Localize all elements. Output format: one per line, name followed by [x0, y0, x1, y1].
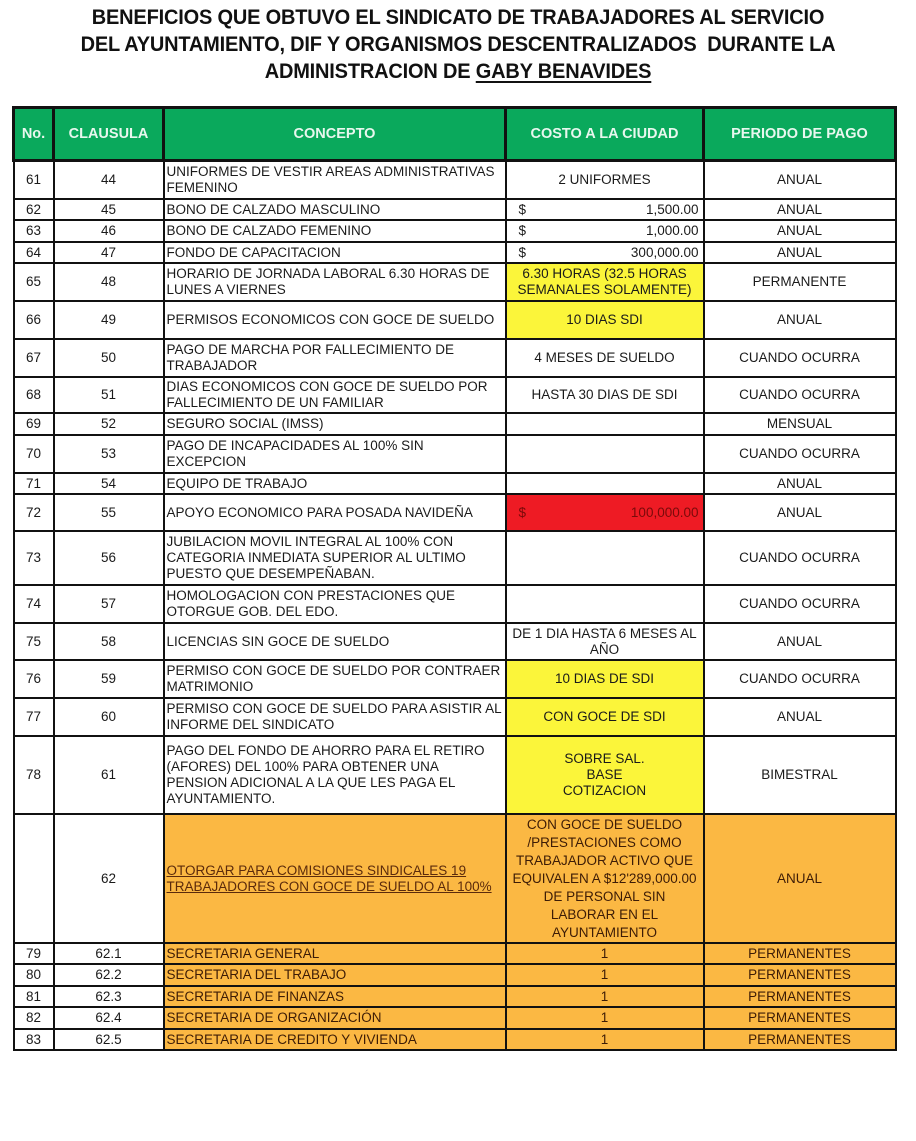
cell-no: 73: [14, 531, 54, 585]
table-row: [14, 494, 896, 531]
cell-costo: SOBRE SAL. BASE COTIZACION: [506, 736, 704, 814]
cell-costo: CON GOCE DE SUELDO /PRESTACIONES COMO TRABAJADOR ACTIVO QUE EQUIVALEN A $12'289,000.00 DE PERSONAL SIN LABORAR EN EL AYUNTAMIENTO: [506, 814, 704, 943]
cell-periodo: PERMANENTES: [704, 1029, 896, 1050]
cell-costo: 2 UNIFORMES: [506, 161, 704, 200]
cell-clausula: 53: [54, 435, 164, 473]
cell-concepto: PERMISOS ECONOMICOS CON GOCE DE SUELDO: [164, 301, 506, 339]
cell-clausula: 55: [54, 494, 164, 531]
benefits-table: [12, 106, 897, 1051]
table-row: [14, 161, 896, 200]
amount: 100,000.00: [630, 504, 699, 520]
cell-costo: 1: [506, 964, 704, 986]
table-row: [14, 301, 896, 339]
table-row: [14, 377, 896, 413]
cell-periodo: PERMANENTES: [704, 943, 896, 964]
cell-costo: 4 MESES DE SUELDO: [506, 339, 704, 377]
cell-no: 78: [14, 736, 54, 814]
cell-concepto: PERMISO CON GOCE DE SUELDO POR CONTRAER MATRIMONIO: [164, 660, 506, 698]
amount: 1,500.00: [645, 201, 699, 217]
cell-costo: [506, 435, 704, 473]
title-line-2: DEL AYUNTAMIENTO, DIF Y ORGANISMOS DESCENTRALIZADOS DURANTE LA: [80, 32, 836, 56]
cell-concepto: LICENCIAS SIN GOCE DE SUELDO: [164, 623, 506, 660]
cell-clausula: 52: [54, 413, 164, 435]
cell-concepto: FONDO DE CAPACITACION: [164, 242, 506, 263]
cell-clausula: 48: [54, 263, 164, 301]
table-row: [14, 964, 896, 986]
header-costo: COSTO A LA CIUDAD: [506, 108, 704, 161]
cell-no: 69: [14, 413, 54, 435]
table-row: [14, 736, 896, 814]
cell-no: 63: [14, 220, 54, 242]
cell-costo: HASTA 30 DIAS DE SDI: [506, 377, 704, 413]
cell-no: 67: [14, 339, 54, 377]
cell-no: 62: [14, 199, 54, 220]
cell-periodo: ANUAL: [704, 623, 896, 660]
cell-costo: 6.30 HORAS (32.5 HORAS SEMANALES SOLAMENTE): [506, 263, 704, 301]
cell-periodo: CUANDO OCURRA: [704, 660, 896, 698]
cell-no: 81: [14, 986, 54, 1007]
cell-clausula: 50: [54, 339, 164, 377]
cell-clausula: 58: [54, 623, 164, 660]
cell-costo: [506, 494, 704, 531]
cell-clausula: 62.3: [54, 986, 164, 1007]
cell-concepto: PAGO DE INCAPACIDADES AL 100% SIN EXCEPCION: [164, 435, 506, 473]
cell-concepto: PAGO DEL FONDO DE AHORRO PARA EL RETIRO (AFORES) DEL 100% PARA OBTENER UNA PENSION ADICIONAL A LA QUE LES PAGA EL AYUNTAMIENTO.: [164, 736, 506, 814]
table-header-row: [14, 108, 896, 161]
administration-name: GABY BENAVIDES: [475, 59, 652, 83]
cell-costo: [506, 585, 704, 623]
cell-no: 72: [14, 494, 54, 531]
cell-no: 68: [14, 377, 54, 413]
table-row: [14, 220, 896, 242]
cell-no: 61: [14, 161, 54, 200]
cell-clausula: 62.1: [54, 943, 164, 964]
cell-periodo: MENSUAL: [704, 413, 896, 435]
cell-periodo: ANUAL: [704, 494, 896, 531]
cell-concepto: SECRETARIA DE FINANZAS: [164, 986, 506, 1007]
cell-periodo: ANUAL: [704, 473, 896, 494]
cell-no: [14, 814, 54, 943]
cell-costo: 10 DIAS SDI: [506, 301, 704, 339]
cell-periodo: ANUAL: [704, 698, 896, 736]
cell-periodo: BIMESTRAL: [704, 736, 896, 814]
cell-concepto: OTORGAR PARA COMISIONES SINDICALES 19 TRABAJADORES CON GOCE DE SUELDO AL 100%: [164, 814, 506, 943]
table-row: [14, 623, 896, 660]
cell-periodo: CUANDO OCURRA: [704, 339, 896, 377]
title-line-1: BENEFICIOS QUE OBTUVO EL SINDICATO DE TRABAJADORES AL SERVICIO: [91, 5, 825, 29]
cell-no: 71: [14, 473, 54, 494]
header-clausula: CLAUSULA: [54, 108, 164, 161]
cell-clausula: 54: [54, 473, 164, 494]
cell-no: 64: [14, 242, 54, 263]
cell-clausula: 46: [54, 220, 164, 242]
table-row: [14, 698, 896, 736]
cell-costo: [506, 220, 704, 242]
cell-concepto: PERMISO CON GOCE DE SUELDO PARA ASISTIR AL INFORME DEL SINDICATO: [164, 698, 506, 736]
cell-concepto: DIAS ECONOMICOS CON GOCE DE SUELDO POR FALLECIMIENTO DE UN FAMILIAR: [164, 377, 506, 413]
table-row: [14, 814, 896, 943]
cell-periodo: PERMANENTES: [704, 964, 896, 986]
cell-concepto: SECRETARIA DE CREDITO Y VIVIENDA: [164, 1029, 506, 1050]
cell-concepto: SEGURO SOCIAL (IMSS): [164, 413, 506, 435]
cell-costo: 1: [506, 986, 704, 1007]
cell-periodo: ANUAL: [704, 301, 896, 339]
cell-concepto: UNIFORMES DE VESTIR AREAS ADMINISTRATIVAS FEMENINO: [164, 161, 506, 200]
header-concepto: CONCEPTO: [164, 108, 506, 161]
cell-periodo: PERMANENTES: [704, 1007, 896, 1029]
cell-periodo: CUANDO OCURRA: [704, 531, 896, 585]
cell-periodo: ANUAL: [704, 199, 896, 220]
currency-symbol: $: [518, 244, 527, 260]
cell-periodo: ANUAL: [704, 161, 896, 200]
cell-costo: 10 DIAS DE SDI: [506, 660, 704, 698]
cell-concepto: JUBILACION MOVIL INTEGRAL AL 100% CON CATEGORIA INMEDIATA SUPERIOR AL ULTIMO PUESTO QUE DESEMPEÑABAN.: [164, 531, 506, 585]
cell-no: 74: [14, 585, 54, 623]
header-periodo: PERIODO DE PAGO: [704, 108, 896, 161]
table-row: [14, 413, 896, 435]
cell-periodo: PERMANENTES: [704, 986, 896, 1007]
currency-symbol: $: [518, 201, 527, 217]
cell-clausula: 56: [54, 531, 164, 585]
cell-no: 79: [14, 943, 54, 964]
table-row: [14, 660, 896, 698]
title-line-3-prefix: ADMINISTRACION DE: [264, 59, 476, 83]
cell-no: 66: [14, 301, 54, 339]
cell-costo: [506, 413, 704, 435]
table-row: [14, 473, 896, 494]
cell-no: 76: [14, 660, 54, 698]
cell-periodo: CUANDO OCURRA: [704, 585, 896, 623]
header-no: No.: [14, 108, 54, 161]
cell-costo: DE 1 DIA HASTA 6 MESES AL AÑO: [506, 623, 704, 660]
cell-periodo: ANUAL: [704, 242, 896, 263]
cell-costo: 1: [506, 1029, 704, 1050]
cell-no: 82: [14, 1007, 54, 1029]
table-row: [14, 263, 896, 301]
cell-costo: [506, 473, 704, 494]
cell-costo: CON GOCE DE SDI: [506, 698, 704, 736]
cell-concepto: EQUIPO DE TRABAJO: [164, 473, 506, 494]
table-row: [14, 339, 896, 377]
cell-costo: 1: [506, 1007, 704, 1029]
table-row: [14, 531, 896, 585]
cell-concepto: BONO DE CALZADO MASCULINO: [164, 199, 506, 220]
cell-costo: [506, 242, 704, 263]
cell-no: 70: [14, 435, 54, 473]
cell-clausula: 45: [54, 199, 164, 220]
cell-concepto: SECRETARIA DEL TRABAJO: [164, 964, 506, 986]
amount: 300,000.00: [630, 244, 699, 260]
table-row: [14, 1007, 896, 1029]
cell-costo: 1: [506, 943, 704, 964]
table-row: [14, 943, 896, 964]
cell-concepto: PAGO DE MARCHA POR FALLECIMIENTO DE TRABAJADOR: [164, 339, 506, 377]
table-row: [14, 585, 896, 623]
cell-no: 80: [14, 964, 54, 986]
currency-symbol: $: [518, 504, 527, 520]
table-row: [14, 986, 896, 1007]
currency-symbol: $: [518, 223, 527, 238]
cell-clausula: 62: [54, 814, 164, 943]
cell-periodo: CUANDO OCURRA: [704, 377, 896, 413]
title-line-3: [32, 58, 884, 85]
cell-periodo: ANUAL: [704, 220, 896, 242]
cell-concepto: SECRETARIA GENERAL: [164, 943, 506, 964]
cell-clausula: 59: [54, 660, 164, 698]
amount: 1,000.00: [645, 223, 699, 238]
cell-costo: [506, 199, 704, 220]
cell-concepto: APOYO ECONOMICO PARA POSADA NAVIDEÑA: [164, 494, 506, 531]
cell-concepto: HORARIO DE JORNADA LABORAL 6.30 HORAS DE LUNES A VIERNES: [164, 263, 506, 301]
cell-no: 83: [14, 1029, 54, 1050]
document-title: [32, 4, 884, 85]
cell-clausula: 51: [54, 377, 164, 413]
cell-concepto: HOMOLOGACION CON PRESTACIONES QUE OTORGUE GOB. DEL EDO.: [164, 585, 506, 623]
cell-no: 75: [14, 623, 54, 660]
cell-no: 77: [14, 698, 54, 736]
cell-costo: [506, 531, 704, 585]
cell-clausula: 49: [54, 301, 164, 339]
cell-no: 65: [14, 263, 54, 301]
cell-clausula: 62.2: [54, 964, 164, 986]
cell-periodo: PERMANENTE: [704, 263, 896, 301]
cell-periodo: CUANDO OCURRA: [704, 435, 896, 473]
cell-clausula: 47: [54, 242, 164, 263]
cell-clausula: 44: [54, 161, 164, 200]
cell-concepto: SECRETARIA DE ORGANIZACIÓN: [164, 1007, 506, 1029]
cell-concepto: BONO DE CALZADO FEMENINO: [164, 220, 506, 242]
cell-clausula: 60: [54, 698, 164, 736]
cell-clausula: 57: [54, 585, 164, 623]
table-row: [14, 242, 896, 263]
cell-clausula: 62.4: [54, 1007, 164, 1029]
cell-clausula: 62.5: [54, 1029, 164, 1050]
table-row: [14, 199, 896, 220]
table-row: [14, 1029, 896, 1050]
cell-clausula: 61: [54, 736, 164, 814]
table-row: [14, 435, 896, 473]
cell-periodo: ANUAL: [704, 814, 896, 943]
